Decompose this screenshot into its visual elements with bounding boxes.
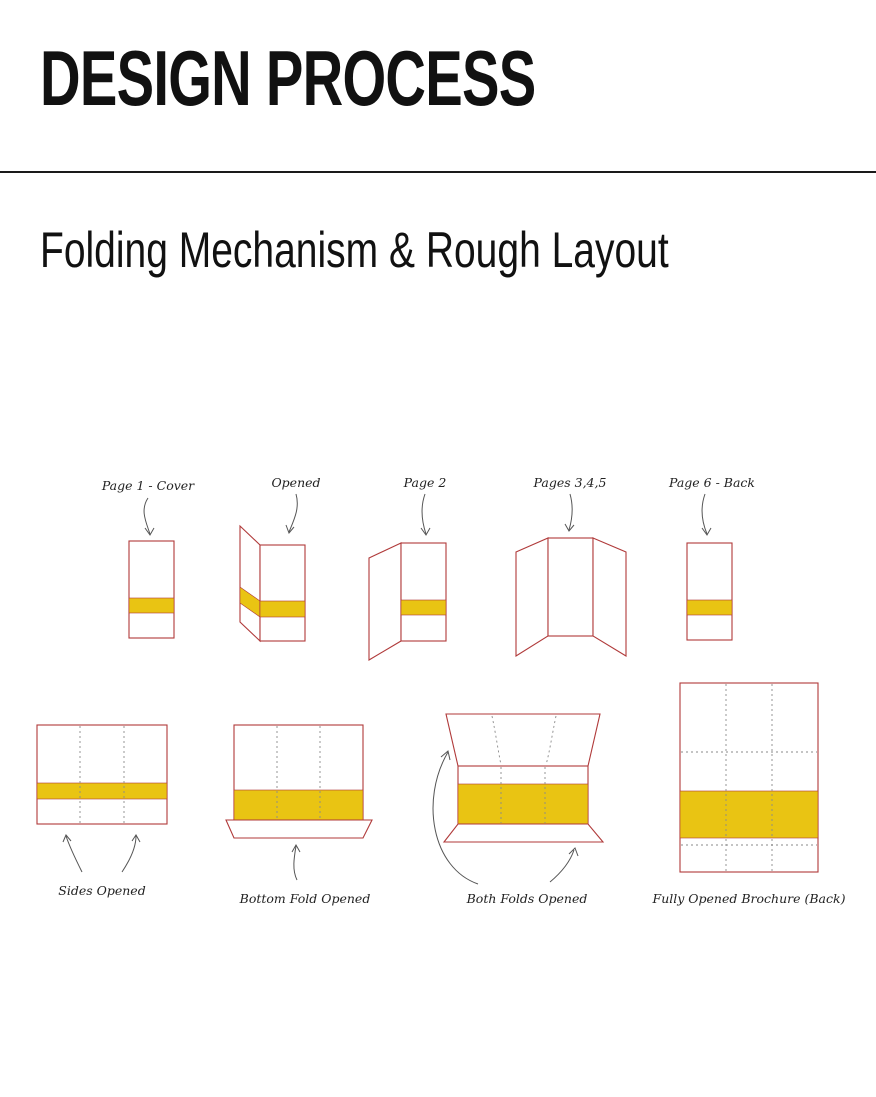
step-opened bbox=[240, 475, 321, 641]
label-page-2: Page 2 bbox=[403, 475, 447, 490]
bottom-fold-flap bbox=[226, 820, 372, 838]
pointer-arrow bbox=[294, 846, 297, 880]
label-page-1-cover: Page 1 - Cover bbox=[101, 478, 195, 493]
section-title: Folding Mechanism & Rough Layout bbox=[40, 222, 669, 278]
step-pages-3-4-5 bbox=[516, 475, 626, 656]
step-page-2 bbox=[369, 475, 446, 660]
sides-sheet bbox=[37, 725, 167, 824]
full-sheet bbox=[680, 683, 818, 872]
full-sheet-band bbox=[680, 791, 818, 838]
step-both-folds-opened bbox=[433, 714, 603, 906]
pointer-arrow bbox=[289, 494, 297, 532]
back-band bbox=[687, 600, 732, 615]
label-opened: Opened bbox=[271, 475, 321, 490]
pointer-arrow bbox=[702, 494, 707, 534]
pointer-arrow-right bbox=[122, 836, 136, 872]
step-page-1-cover bbox=[101, 478, 195, 638]
opened-band bbox=[260, 601, 305, 617]
both-folds-band bbox=[458, 784, 588, 824]
opened-flap bbox=[240, 526, 260, 641]
bottom-fold-flap bbox=[444, 824, 603, 842]
label-both-folds-opened: Both Folds Opened bbox=[466, 891, 588, 906]
pointer-arrow bbox=[569, 494, 572, 530]
step-bottom-fold-opened bbox=[226, 725, 372, 906]
top-fold-flap bbox=[446, 714, 600, 766]
label-bottom-fold-opened: Bottom Fold Opened bbox=[239, 891, 371, 906]
page-2-left-flap bbox=[369, 543, 401, 660]
label-pages-3-4-5: Pages 3,4,5 bbox=[533, 475, 607, 490]
pointer-arrow bbox=[550, 850, 574, 882]
label-sides-opened: Sides Opened bbox=[58, 883, 146, 898]
pages-right-panel bbox=[593, 538, 626, 656]
bottom-fold-band bbox=[234, 790, 363, 820]
pointer-arrow-left bbox=[66, 836, 82, 872]
opened-panel bbox=[260, 545, 305, 641]
step-fully-opened-brochure bbox=[652, 683, 846, 906]
back-panel bbox=[687, 543, 732, 640]
pages-center-panel bbox=[548, 538, 593, 636]
label-page-6-back: Page 6 - Back bbox=[668, 475, 756, 490]
sides-band bbox=[37, 783, 167, 799]
step-page-6-back bbox=[668, 475, 755, 640]
step-sides-opened bbox=[37, 725, 167, 898]
label-fully-opened-brochure: Fully Opened Brochure (Back) bbox=[652, 891, 846, 906]
cover-band bbox=[129, 598, 174, 613]
pages-left-panel bbox=[516, 538, 548, 656]
page-title: DESIGN PROCESS bbox=[40, 34, 536, 122]
page-2-band bbox=[401, 600, 446, 615]
cover-panel bbox=[129, 541, 174, 638]
pointer-arrow bbox=[422, 494, 426, 534]
page-2-panel bbox=[401, 543, 446, 641]
